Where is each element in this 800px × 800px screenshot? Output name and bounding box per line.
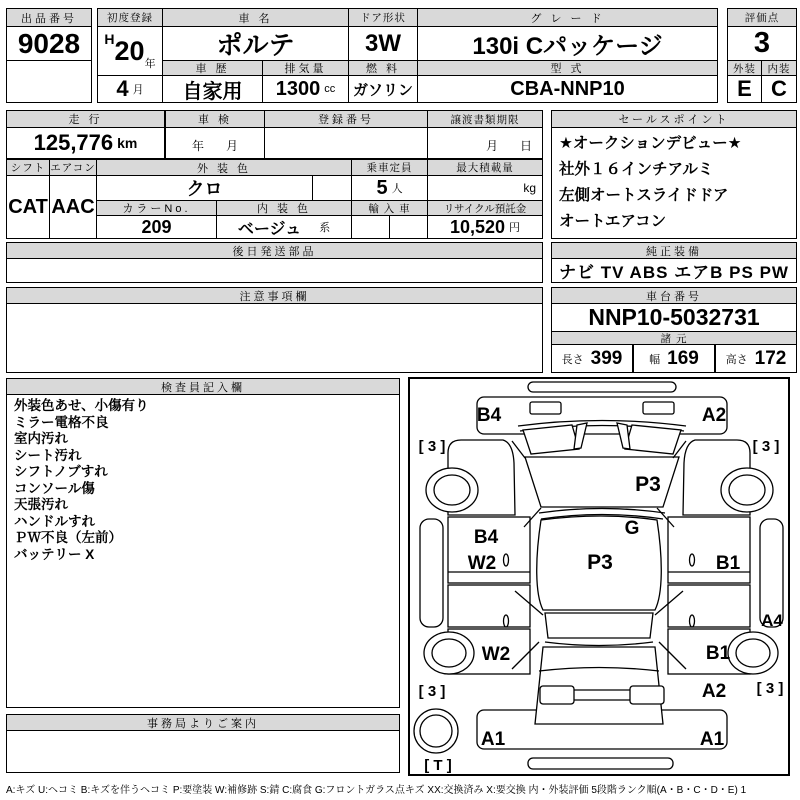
inspector-notes-label: 検査員記入欄 — [6, 378, 400, 395]
history-label: 車 歴 — [162, 60, 263, 76]
rear-door-right — [668, 585, 750, 627]
wheel-rear-left-inner — [432, 639, 466, 667]
spec-height — [715, 344, 797, 373]
history-value: 自家用 — [162, 75, 263, 103]
chassis-number-label: 車台番号 — [551, 287, 797, 304]
max-load-label: 最大積載量 — [427, 159, 543, 176]
damage-roof: P3 — [587, 551, 613, 574]
interior-grade-label: 内装 — [761, 60, 797, 76]
inspector-note-line: シート汚れ — [14, 447, 82, 463]
headlight-right — [643, 402, 674, 414]
wheel-rear-right-inner — [736, 639, 770, 667]
cowl-panel-right — [625, 425, 681, 454]
damage-front-door-left-lower: W2 — [467, 553, 497, 574]
recycle-fee-number: 10,520 — [449, 216, 506, 237]
sales-point-line: 左側オートスライドドア — [559, 187, 729, 204]
taillight-right — [630, 686, 664, 704]
height-label: 高さ — [725, 353, 748, 366]
first-registration-year — [97, 26, 163, 76]
shift-label: シフト — [6, 159, 50, 176]
front-bumper — [528, 382, 676, 392]
damage-front-corner-left: B4 — [476, 405, 502, 426]
car-expanded-view — [410, 379, 788, 774]
factory-equipment-value: ナビ TV ABS エアB PS PW — [551, 258, 797, 283]
door-handle — [690, 615, 695, 627]
tire-mark-rear-left: [ 3 ] — [418, 683, 446, 700]
inspector-note-line: ハンドルすれ — [14, 513, 95, 529]
import-cell-a — [351, 215, 390, 239]
door-shape-label: ドア形状 — [348, 8, 418, 27]
later-shipped-parts-label: 後日発送部品 — [6, 242, 543, 259]
mileage-number: 125,776 — [33, 130, 114, 155]
inspector-note-line: ＰＷ不良（左前） — [14, 530, 122, 545]
caution-notes-label: 注意事項欄 — [6, 287, 543, 304]
score-value: 3 — [727, 26, 797, 61]
registration-number-label: 登録番号 — [264, 110, 428, 128]
damage-code-legend: A:キズ U:ヘコミ B:キズを伴うヘコミ P:要塗装 W:補修跡 S:錆 C:腐食 G:フロントガラス点キズ XX:交換済み X:要交換 内・外装評価 5段階ランク順(A・B・C・D・E) 1 — [6, 785, 747, 796]
recycle-deposit-value — [427, 215, 543, 239]
wheel-front-right-inner — [729, 475, 765, 505]
aircon-label: エアコン — [49, 159, 97, 176]
later-shipped-parts-box — [6, 258, 543, 283]
office-info-label: 事務局よりご案内 — [6, 714, 400, 731]
displacement-unit: cc — [324, 83, 336, 95]
auction-number-label: 出品番号 — [6, 8, 92, 27]
auction-number-value: 9028 — [6, 26, 92, 61]
year-unit: 年 — [144, 58, 156, 70]
damage-rear-corner-right: A2 — [701, 681, 727, 702]
door-shape-value: 3W — [348, 26, 418, 61]
damage-front-glass: G — [624, 518, 640, 539]
chassis-number-value: NNP10-5032731 — [551, 303, 797, 332]
inspector-note-line: 室内汚れ — [14, 431, 68, 446]
spec-width — [633, 344, 715, 373]
sales-point-line: ★オークションデビュー★ — [559, 135, 742, 152]
spare-tire-inner — [420, 715, 452, 747]
capacity-label: 乗車定員 — [351, 159, 428, 176]
factory-equipment-label: 純正装備 — [551, 242, 797, 259]
month-unit: 月 — [132, 84, 144, 96]
mileage-label: 走 行 — [6, 110, 165, 128]
era-mark: H — [104, 31, 115, 47]
exterior-color-value: クロ — [96, 175, 313, 201]
inspection-value — [165, 127, 265, 159]
aircon-value: AAC — [49, 175, 97, 239]
taillight-left — [540, 686, 574, 704]
rocker-left — [420, 519, 443, 627]
car-name-label: 車 名 — [162, 8, 349, 27]
import-label: 輸 入 車 — [351, 200, 428, 216]
inspection-month-unit: 月 — [226, 139, 239, 153]
damage-front-door-right: B1 — [715, 553, 741, 574]
damage-quarter-rear-right: B1 — [705, 643, 731, 664]
damage-rear-panel-right: A1 — [699, 729, 725, 750]
inspector-note-line: 天張汚れ — [14, 497, 68, 512]
rear-window-base-line — [545, 642, 653, 646]
cowl-panel-left — [523, 425, 579, 454]
sales-points-label: セールスポイント — [551, 110, 797, 128]
transfer-deadline-value — [427, 127, 543, 159]
score-label: 評価点 — [727, 8, 797, 27]
capacity-unit: 人 — [391, 183, 403, 195]
model-code-value: CBA-NNP10 — [417, 75, 718, 103]
capacity-number: 5 — [376, 176, 388, 199]
caution-notes-box — [6, 303, 543, 373]
fuel-label: 燃 料 — [348, 60, 418, 76]
displacement-value — [262, 75, 349, 103]
interior-color-label: 内 装 色 — [216, 200, 352, 216]
damage-windshield: P3 — [635, 473, 661, 496]
interior-grade-value: C — [761, 75, 797, 103]
recycle-deposit-label: リサイクル預託金 — [427, 200, 543, 216]
rear-door-left — [448, 585, 530, 627]
transfer-month-unit: 月 — [485, 139, 498, 153]
inspector-note-line: シフトノブすれ — [14, 464, 108, 479]
rear-window — [545, 613, 653, 638]
door-handle — [690, 554, 695, 566]
damage-quarter-rear-left: W2 — [481, 644, 511, 665]
damage-front-door-left-upper: B4 — [473, 527, 499, 548]
exterior-grade-label: 外装 — [727, 60, 762, 76]
reg-month-value: 4 — [116, 76, 129, 101]
displacement-number: 1300 — [275, 77, 321, 100]
damage-rear-panel-left: A1 — [480, 729, 506, 750]
damage-front-corner-right: A2 — [701, 405, 727, 426]
sales-point-line: オートエアコン — [559, 213, 667, 230]
exterior-color-empty-cell — [312, 175, 352, 201]
tire-mark-front-left: [ 3 ] — [418, 438, 446, 455]
height-value: 172 — [754, 347, 787, 369]
inspector-notes-box — [6, 394, 400, 708]
wheel-front-left-inner — [434, 475, 470, 505]
first-registration-month — [97, 75, 163, 103]
inspector-note-line: ミラー電格不良 — [14, 414, 109, 430]
auction-number-empty-cell — [6, 60, 92, 103]
shift-value: CAT — [6, 175, 50, 239]
import-cell-b — [389, 215, 428, 239]
interior-color-value — [216, 215, 352, 239]
color-no-value: 209 — [96, 215, 217, 239]
mileage-value — [6, 127, 165, 159]
tire-mark-front-right: [ 3 ] — [752, 438, 780, 455]
transfer-day-unit: 日 — [519, 139, 532, 153]
inspector-note-line: バッテリー X — [14, 546, 95, 562]
specs-label: 諸 元 — [551, 331, 797, 345]
spare-tire-mark: [ T ] — [424, 757, 452, 774]
front-panel — [477, 397, 727, 434]
displacement-label: 排気量 — [262, 60, 349, 76]
color-no-label: カラーNo. — [96, 200, 217, 216]
door-handle — [504, 554, 509, 566]
rear-bumper — [528, 758, 673, 769]
inspector-note-line: 外装色あせ、小傷有り — [14, 398, 149, 413]
length-value: 399 — [590, 347, 623, 369]
model-code-label: 型 式 — [417, 60, 718, 76]
fuel-value: ガソリン — [348, 75, 418, 103]
mileage-unit: km — [117, 135, 138, 151]
headlight-left — [530, 402, 561, 414]
inspection-year-unit: 年 — [191, 139, 204, 153]
office-info-box — [6, 730, 400, 773]
exterior-color-label: 外 装 色 — [96, 159, 352, 176]
max-load-value: kg — [427, 175, 543, 201]
width-value: 169 — [667, 347, 699, 369]
inspection-label: 車 検 — [165, 110, 265, 128]
inspector-note-line: コンソール傷 — [14, 480, 95, 496]
exterior-grade-value: E — [727, 75, 762, 103]
interior-color-name: ベージュ — [237, 220, 302, 238]
interior-color-suffix: 系 — [319, 222, 331, 234]
first-registration-label: 初度登録 — [97, 8, 163, 27]
grade-label: グ レ ー ド — [417, 8, 718, 27]
width-label: 幅 — [649, 353, 661, 366]
transfer-deadline-label: 譲渡書類期限 — [427, 110, 543, 128]
windshield-base-line — [539, 509, 665, 514]
length-label: 長さ — [561, 353, 584, 366]
grade-value: 130i Cパッケージ — [417, 26, 718, 61]
damage-diagram-box — [408, 377, 790, 776]
recycle-fee-unit: 円 — [509, 222, 521, 234]
capacity-value — [351, 175, 428, 201]
damage-rocker-right: A4 — [761, 611, 783, 630]
spec-length — [551, 344, 633, 373]
reg-year-value: 20 — [114, 35, 145, 66]
car-name-value: ポルテ — [162, 26, 349, 61]
registration-number-value — [264, 127, 428, 159]
tire-mark-rear-right: [ 3 ] — [756, 680, 784, 697]
sales-point-line: 社外１６インチアルミ — [559, 161, 714, 178]
sales-points-box — [551, 127, 797, 239]
door-handle — [504, 615, 509, 627]
